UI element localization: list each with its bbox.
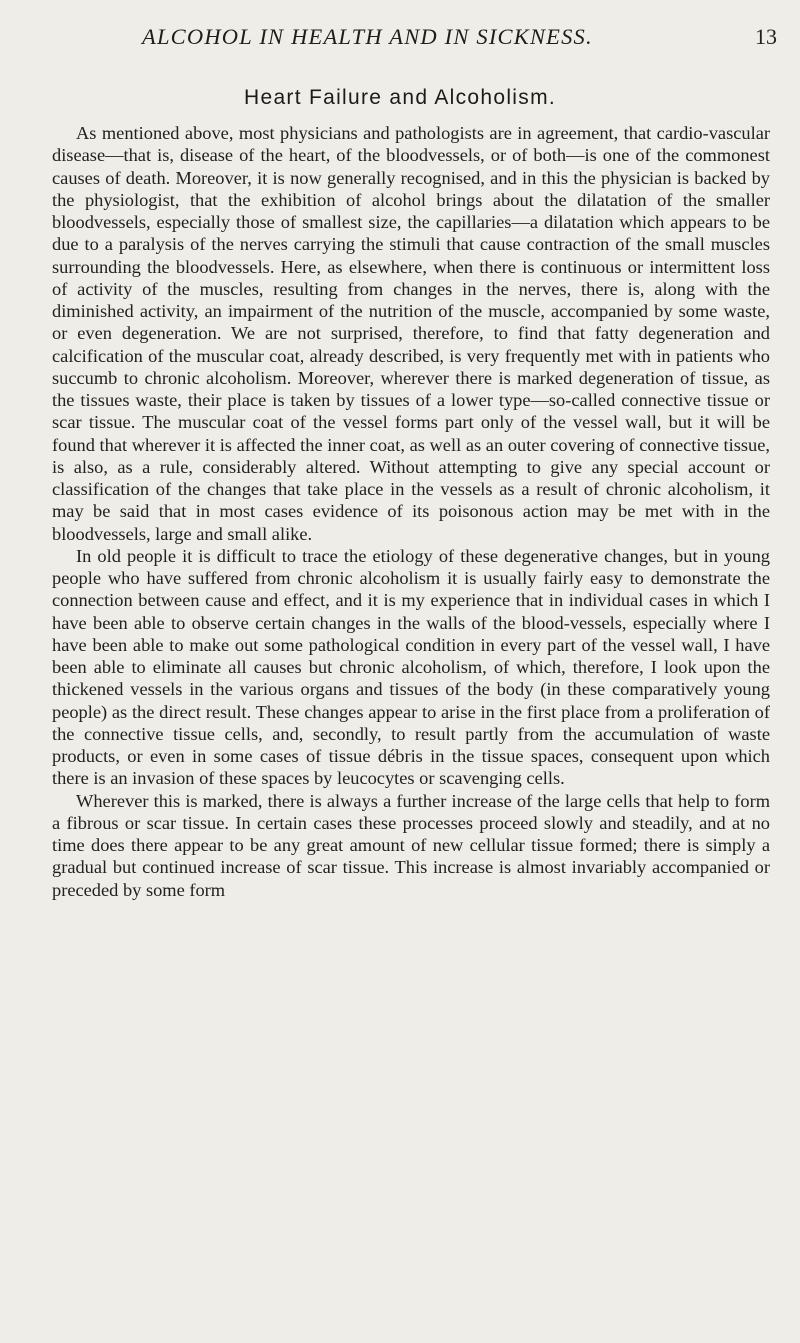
paragraph: Wherever this is marked, there is always a further increase of the large cells that help to form a fibrous or scar tissue. In certain cases these processes proceed slowly and steadily, and at no time does there appear to be any great amount of new cellular tissue formed; there is simply a gradual but continued increase of scar tissue. This increase is almost invariably accompanied or preceded by some form — [52, 790, 770, 900]
page-number: 13 — [755, 24, 777, 49]
paragraph: As mentioned above, most physicians and pathologists are in agreement, that cardio-vascular disease—that is, disease of the heart, of the bloodvessels, or of both—is one of the commonest causes of death. Moreover, it is now generally recognised, and in this the physician is backed by the physiologist, that the exhibition of alcohol brings about the dilatation of the smaller bloodvessels, especially those of smallest size, the capillaries—a dilatation which appears to be due to a paralysis of the nerves carrying the stimuli that cause contraction of the small muscles surrounding the bloodvessels. Here, as elsewhere, when there is continuous or intermittent loss of activity of the muscles, resulting from changes in the nerves, there is, along with the diminished activity, an impairment of the nutrition of the muscle, accompanied by some waste, or even degeneration. We are not surprised, therefore, to find that fatty degeneration and calcification of the muscular coat, already described, is very frequently met with in patients who succumb to chronic alcoholism. Moreover, wherever there is marked degeneration of tissue, as the tissues waste, their place is taken by tissues of a lower type—so-called connective tissue or scar tissue. The muscular coat of the vessel forms part only of the vessel wall, but it will be found that wherever it is affected the inner coat, as well as an outer covering of connective tissue, is also, as a rule, considerably altered. Without attempting to give any special account or classification of the changes that take place in the vessels as a result of chronic alcoholism, it may be said that in most cases evidence of its poisonous action may be met with in the bloodvessels, large and small alike. — [52, 123, 770, 544]
body-text — [52, 122, 770, 901]
running-head-title: ALCOHOL IN HEALTH AND IN SICKNESS. — [142, 24, 593, 49]
section-heading: Heart Failure and Alcoholism. — [244, 86, 556, 109]
paragraph: In old people it is difficult to trace the etiology of these degenerative changes, but in young people who have suffered from chronic alcoholism it is usually fairly easy to demonstrate the connection between cause and effect, and it is my experience that in individual cases in which I have been able to observe certain changes in the walls of the blood-vessels, especially where I have been able to make out some pathological condition in every part of the vessel wall, I have been able to eliminate all causes but chronic alcoholism, of which, therefore, I look upon the thickened vessels in the various organs and tissues of the body (in these comparatively young people) as the direct result. These changes appear to arise in the first place from a proliferation of the connective tissue cells, and, secondly, to result partly from the accumulation of waste products, or even in some cases of tissue débris in the tissue spaces, consequent upon which there is an invasion of these spaces by leucocytes or scavenging cells. — [52, 545, 770, 789]
